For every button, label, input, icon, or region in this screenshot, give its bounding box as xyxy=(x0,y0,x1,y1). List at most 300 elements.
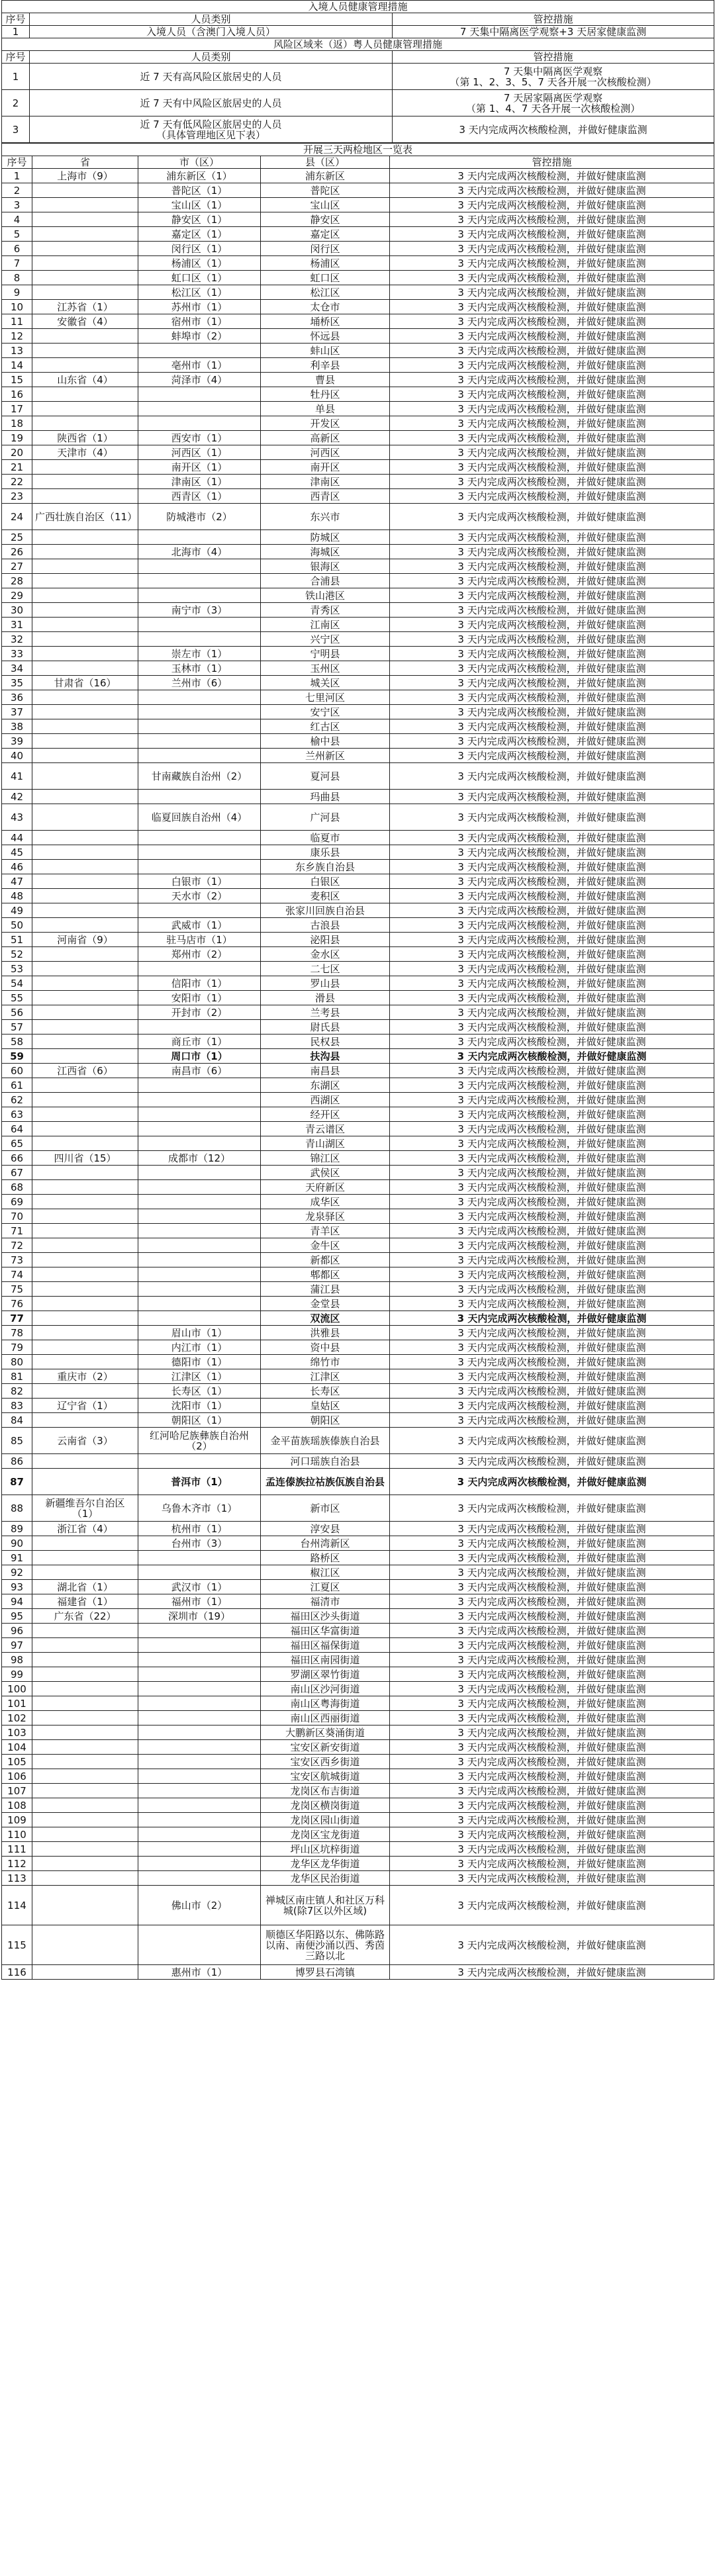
cell-city xyxy=(138,1282,261,1297)
cell-city xyxy=(138,860,261,874)
cell-seq: 84 xyxy=(2,1413,32,1428)
cell-measure: 3 天内完成两次核酸检测，并做好健康监测 xyxy=(390,1667,714,1682)
cell-county: 安宁区 xyxy=(261,705,390,719)
cell-county: 金堂县 xyxy=(261,1297,390,1311)
cell-province: 江西省（6） xyxy=(32,1064,138,1078)
cell-seq: 111 xyxy=(2,1842,32,1857)
table-row xyxy=(2,1005,714,1020)
cell-seq: 12 xyxy=(2,329,32,344)
cell-province xyxy=(32,976,138,991)
cell-measure: 3 天内完成两次核酸检测，并做好健康监测 xyxy=(390,1195,714,1209)
table-row xyxy=(2,918,714,933)
cell-county: 太仓市 xyxy=(261,300,390,314)
cell-province: 新疆维吾尔自治区（1） xyxy=(32,1495,138,1522)
cell-seq: 46 xyxy=(2,860,32,874)
table-row xyxy=(2,1798,714,1813)
cell-measure: 3 天内完成两次核酸检测，并做好健康监测 xyxy=(390,676,714,690)
cell-measure: 3 天内完成两次核酸检测，并做好健康监测 xyxy=(390,1857,714,1871)
cell-seq: 59 xyxy=(2,1049,32,1064)
cell-seq: 116 xyxy=(2,1965,32,1980)
cell-measure: 3 天内完成两次核酸检测，并做好健康监测 xyxy=(390,903,714,918)
cell-county: 榆中县 xyxy=(261,734,390,749)
cell-province: 上海市（9） xyxy=(32,169,138,183)
cell-province xyxy=(32,1653,138,1667)
cell-province xyxy=(32,489,138,504)
cell-city xyxy=(138,1551,261,1565)
table-row xyxy=(2,947,714,962)
table-row xyxy=(2,460,714,475)
cell-seq: 34 xyxy=(2,661,32,676)
cell-seq: 35 xyxy=(2,676,32,690)
cell-measure: 3 天内完成两次核酸检测，并做好健康监测 xyxy=(390,1638,714,1653)
cell-city: 亳州市（1） xyxy=(138,358,261,373)
cell-city xyxy=(138,559,261,574)
table-row xyxy=(2,1238,714,1253)
cell-seq: 72 xyxy=(2,1238,32,1253)
county-section-title: 开展三天两检地区一览表 xyxy=(2,144,714,156)
cell-measure: 3 天内完成两次核酸检测，并做好健康监测 xyxy=(390,1107,714,1122)
table-row xyxy=(2,1035,714,1049)
cell-county: 临夏市 xyxy=(261,831,390,845)
cell-county: 兴宁区 xyxy=(261,632,390,647)
cell-province xyxy=(32,198,138,212)
cell-city: 津南区（1） xyxy=(138,475,261,489)
cell-city xyxy=(138,1297,261,1311)
cell-province xyxy=(32,1871,138,1886)
cell-county: 麦积区 xyxy=(261,889,390,903)
cell-province xyxy=(32,1740,138,1755)
table-row xyxy=(2,1624,714,1638)
cell-county: 南昌县 xyxy=(261,1064,390,1078)
cell-seq: 83 xyxy=(2,1399,32,1413)
table-row xyxy=(2,1267,714,1282)
table-row xyxy=(2,314,714,329)
cell-county: 滑县 xyxy=(261,991,390,1005)
cell-county: 龙华区龙华街道 xyxy=(261,1857,390,1871)
cell-city xyxy=(138,790,261,804)
cell-province xyxy=(32,545,138,559)
cell-city: 兰州市（6） xyxy=(138,676,261,690)
cell-seq: 20 xyxy=(2,445,32,460)
cell-county: 宝安区西乡街道 xyxy=(261,1755,390,1769)
cell-county: 江夏区 xyxy=(261,1580,390,1594)
table-row xyxy=(2,632,714,647)
cell-measure: 3 天内完成两次核酸检测，并做好健康监测 xyxy=(390,1282,714,1297)
table-row xyxy=(2,690,714,705)
cell-measure: 3 天内完成两次核酸检测，并做好健康监测 xyxy=(390,790,714,804)
cell-county: 台州湾新区 xyxy=(261,1536,390,1551)
cell-measure: 3 天内完成两次核酸检测，并做好健康监测 xyxy=(390,1253,714,1267)
cell-province: 河南省（9） xyxy=(32,933,138,947)
cell-county: 铁山港区 xyxy=(261,588,390,603)
cell-province xyxy=(32,402,138,416)
cell-province: 广东省（22） xyxy=(32,1609,138,1624)
cell-county: 七里河区 xyxy=(261,690,390,705)
cell-measure: 3 天内完成两次核酸检测，并做好健康监测 xyxy=(390,227,714,242)
cell-county: 福田区福保街道 xyxy=(261,1638,390,1653)
table-row xyxy=(2,1925,714,1965)
cell-measure: 3 天内完成两次核酸检测，并做好健康监测 xyxy=(390,1078,714,1093)
cell-city: 杨浦区（1） xyxy=(138,256,261,271)
cell-province: 重庆市（2） xyxy=(32,1369,138,1384)
cell-measure: 3 天内完成两次核酸检测，并做好健康监测 xyxy=(390,1798,714,1813)
cell-measure: 3 天内完成两次核酸检测，并做好健康监测 xyxy=(390,1696,714,1711)
cell-province xyxy=(32,1253,138,1267)
cell-province xyxy=(32,1624,138,1638)
cell-province xyxy=(32,1136,138,1151)
cell-province: 辽宁省（1） xyxy=(32,1399,138,1413)
cell-city xyxy=(138,845,261,860)
cell-city: 普洱市（1） xyxy=(138,1469,261,1495)
risk-category: 近 7 天有中风险区旅居史的人员 xyxy=(30,90,393,116)
cell-measure: 3 天内完成两次核酸检测，并做好健康监测 xyxy=(390,962,714,976)
cell-city: 闵行区（1） xyxy=(138,242,261,256)
cell-province xyxy=(32,1355,138,1369)
cell-county: 泌阳县 xyxy=(261,933,390,947)
cell-measure: 3 天内完成两次核酸检测，并做好健康监测 xyxy=(390,1384,714,1399)
cell-seq: 73 xyxy=(2,1253,32,1267)
cell-seq: 87 xyxy=(2,1469,32,1495)
table-row xyxy=(2,1769,714,1784)
table-row xyxy=(2,889,714,903)
cell-seq: 8 xyxy=(2,271,32,285)
cell-city xyxy=(138,1653,261,1667)
cell-city: 安阳市（1） xyxy=(138,991,261,1005)
cell-measure: 3 天内完成两次核酸检测，并做好健康监测 xyxy=(390,559,714,574)
cell-measure: 3 天内完成两次核酸检测，并做好健康监测 xyxy=(390,416,714,431)
cell-county: 成华区 xyxy=(261,1195,390,1209)
cell-city: 周口市（1） xyxy=(138,1049,261,1064)
cell-city xyxy=(138,705,261,719)
table-row xyxy=(2,1049,714,1064)
cell-measure: 3 天内完成两次核酸检测，并做好健康监测 xyxy=(390,256,714,271)
table-row xyxy=(2,933,714,947)
cell-measure: 3 天内完成两次核酸检测，并做好健康监测 xyxy=(390,1180,714,1195)
cell-seq: 32 xyxy=(2,632,32,647)
cell-city: 成都市（12） xyxy=(138,1151,261,1166)
cell-county: 兰州新区 xyxy=(261,749,390,763)
header-seq: 序号 xyxy=(2,13,30,26)
cell-province xyxy=(32,1180,138,1195)
cell-seq: 45 xyxy=(2,845,32,860)
header-category: 人员类别 xyxy=(30,13,393,26)
table-row xyxy=(2,661,714,676)
cell-county: 埇桥区 xyxy=(261,314,390,329)
cell-seq: 70 xyxy=(2,1209,32,1224)
cell-county: 蚌山区 xyxy=(261,344,390,358)
table-row xyxy=(2,1711,714,1725)
cell-seq: 54 xyxy=(2,976,32,991)
cell-seq: 88 xyxy=(2,1495,32,1522)
cell-seq: 16 xyxy=(2,387,32,402)
cell-seq: 64 xyxy=(2,1122,32,1136)
cell-measure: 3 天内完成两次核酸检测，并做好健康监测 xyxy=(390,183,714,198)
cell-city xyxy=(138,1696,261,1711)
risk-category xyxy=(30,116,393,143)
cell-city xyxy=(138,1107,261,1122)
table-row xyxy=(2,1594,714,1609)
cell-county: 单县 xyxy=(261,402,390,416)
cell-province xyxy=(32,475,138,489)
cell-seq: 9 xyxy=(2,285,32,300)
cell-county: 南山区粤海街道 xyxy=(261,1696,390,1711)
cell-province: 四川省（15） xyxy=(32,1151,138,1166)
cell-city: 佛山市（2） xyxy=(138,1886,261,1925)
cell-city: 宿州市（1） xyxy=(138,314,261,329)
cell-seq: 114 xyxy=(2,1886,32,1925)
cell-county: 牡丹区 xyxy=(261,387,390,402)
cell-county: 尉氏县 xyxy=(261,1020,390,1035)
cell-city xyxy=(138,1136,261,1151)
cell-seq: 22 xyxy=(2,475,32,489)
cell-province xyxy=(32,329,138,344)
cell-seq: 2 xyxy=(2,183,32,198)
cell-province xyxy=(32,690,138,705)
cell-city xyxy=(138,690,261,705)
cell-county: 玛曲县 xyxy=(261,790,390,804)
county-table xyxy=(1,143,714,1980)
cell-province xyxy=(32,1326,138,1340)
cell-county: 张家川回族自治县 xyxy=(261,903,390,918)
cell-city xyxy=(138,1725,261,1740)
cell-seq: 56 xyxy=(2,1005,32,1020)
cell-province xyxy=(32,831,138,845)
cell-county: 长寿区 xyxy=(261,1384,390,1399)
cell-measure: 3 天内完成两次核酸检测，并做好健康监测 xyxy=(390,1267,714,1282)
cell-province xyxy=(32,1005,138,1020)
cell-county: 金水区 xyxy=(261,947,390,962)
cell-seq: 5 xyxy=(2,227,32,242)
cell-county: 合浦县 xyxy=(261,574,390,588)
cell-seq: 105 xyxy=(2,1755,32,1769)
cell-city xyxy=(138,1020,261,1035)
table-row xyxy=(2,1454,714,1469)
table-row xyxy=(2,1842,714,1857)
table-row xyxy=(2,1282,714,1297)
cell-province xyxy=(32,647,138,661)
cell-city: 天水市（2） xyxy=(138,889,261,903)
cell-measure: 3 天内完成两次核酸检测，并做好健康监测 xyxy=(390,1784,714,1798)
cell-county: 福田区沙头街道 xyxy=(261,1609,390,1624)
table-row xyxy=(2,1580,714,1594)
cell-province xyxy=(32,618,138,632)
cell-city: 武威市（1） xyxy=(138,918,261,933)
cell-province xyxy=(32,1667,138,1682)
cell-seq: 67 xyxy=(2,1166,32,1180)
cell-province xyxy=(32,860,138,874)
table-row xyxy=(2,416,714,431)
risk-seq: 3 xyxy=(2,116,30,143)
cell-province xyxy=(32,1035,138,1049)
table-row xyxy=(2,874,714,889)
cell-city: 甘南藏族自治州（2） xyxy=(138,763,261,790)
cell-measure: 3 天内完成两次核酸检测，并做好健康监测 xyxy=(390,874,714,889)
cell-county: 普陀区 xyxy=(261,183,390,198)
cell-province: 浙江省（4） xyxy=(32,1522,138,1536)
cell-seq: 3 xyxy=(2,198,32,212)
cell-province xyxy=(32,719,138,734)
header-measure: 管控措施 xyxy=(393,51,714,64)
cell-province xyxy=(32,889,138,903)
cell-province xyxy=(32,1755,138,1769)
cell-measure: 3 天内完成两次核酸检测，并做好健康监测 xyxy=(390,1522,714,1536)
table-row xyxy=(2,1020,714,1035)
cell-seq: 80 xyxy=(2,1355,32,1369)
cell-province xyxy=(32,1842,138,1857)
cell-province xyxy=(32,559,138,574)
cell-city: 商丘市（1） xyxy=(138,1035,261,1049)
cell-measure: 3 天内完成两次核酸检测，并做好健康监测 xyxy=(390,1311,714,1326)
cell-county: 新都区 xyxy=(261,1253,390,1267)
cell-county: 龙岗区横岗街道 xyxy=(261,1798,390,1813)
table-row xyxy=(2,1784,714,1798)
cell-province xyxy=(32,1725,138,1740)
cell-seq: 95 xyxy=(2,1609,32,1624)
cell-province xyxy=(32,1469,138,1495)
cell-province xyxy=(32,530,138,545)
cell-city xyxy=(138,1667,261,1682)
cell-seq: 77 xyxy=(2,1311,32,1326)
cell-province xyxy=(32,790,138,804)
cell-province xyxy=(32,1093,138,1107)
cell-city xyxy=(138,1078,261,1093)
cell-county: 龙华区民治街道 xyxy=(261,1871,390,1886)
cell-city xyxy=(138,344,261,358)
cell-province xyxy=(32,918,138,933)
cell-seq: 109 xyxy=(2,1813,32,1827)
table-row xyxy=(2,1399,714,1413)
cell-province xyxy=(32,1195,138,1209)
table-row xyxy=(2,1653,714,1667)
table-row xyxy=(2,1667,714,1682)
cell-measure: 3 天内完成两次核酸检测，并做好健康监测 xyxy=(390,719,714,734)
cell-measure: 3 天内完成两次核酸检测，并做好健康监测 xyxy=(390,1827,714,1842)
cell-county: 康乐县 xyxy=(261,845,390,860)
header-county: 县（区） xyxy=(261,156,390,169)
cell-province xyxy=(32,256,138,271)
cell-county: 高新区 xyxy=(261,431,390,445)
cell-county: 河西区 xyxy=(261,445,390,460)
cell-county: 曹县 xyxy=(261,373,390,387)
cell-seq: 13 xyxy=(2,344,32,358)
cell-city: 白银市（1） xyxy=(138,874,261,889)
cell-province xyxy=(32,1769,138,1784)
cell-measure: 3 天内完成两次核酸检测，并做好健康监测 xyxy=(390,1428,714,1454)
table-row xyxy=(2,705,714,719)
cell-province xyxy=(32,1813,138,1827)
table-row xyxy=(2,1871,714,1886)
cell-province: 云南省（3） xyxy=(32,1428,138,1454)
cell-measure: 3 天内完成两次核酸检测，并做好健康监测 xyxy=(390,889,714,903)
header-category: 人员类别 xyxy=(30,51,393,64)
cell-measure: 3 天内完成两次核酸检测，并做好健康监测 xyxy=(390,1020,714,1035)
cell-measure: 3 天内完成两次核酸检测，并做好健康监测 xyxy=(390,1469,714,1495)
cell-county: 南开区 xyxy=(261,460,390,475)
table-row xyxy=(2,1638,714,1653)
cell-county: 淳安县 xyxy=(261,1522,390,1536)
cell-city xyxy=(138,1740,261,1755)
cell-province xyxy=(32,763,138,790)
cell-seq: 52 xyxy=(2,947,32,962)
cell-county: 津南区 xyxy=(261,475,390,489)
cell-city: 福州市（1） xyxy=(138,1594,261,1609)
cell-measure: 3 天内完成两次核酸检测，并做好健康监测 xyxy=(390,1454,714,1469)
cell-county: 西青区 xyxy=(261,489,390,504)
cell-city xyxy=(138,1871,261,1886)
cell-seq: 91 xyxy=(2,1551,32,1565)
cell-county: 龙岗区宝龙街道 xyxy=(261,1827,390,1842)
cell-province xyxy=(32,661,138,676)
cell-seq: 44 xyxy=(2,831,32,845)
table-row xyxy=(2,504,714,530)
table-row xyxy=(2,991,714,1005)
cell-county: 金平苗族瑶族傣族自治县 xyxy=(261,1428,390,1454)
cell-county: 闵行区 xyxy=(261,242,390,256)
entry-section-title: 入境人员健康管理措施 xyxy=(2,1,714,13)
cell-city: 普陀区（1） xyxy=(138,183,261,198)
cell-county: 锦江区 xyxy=(261,1151,390,1166)
cell-measure: 3 天内完成两次核酸检测，并做好健康监测 xyxy=(390,212,714,227)
table-row xyxy=(2,344,714,358)
cell-measure: 3 天内完成两次核酸检测，并做好健康监测 xyxy=(390,358,714,373)
cell-city: 沈阳市（1） xyxy=(138,1399,261,1413)
cell-city: 虹口区（1） xyxy=(138,271,261,285)
cell-city xyxy=(138,1180,261,1195)
table-row xyxy=(2,1093,714,1107)
cell-county: 龙岗区布吉街道 xyxy=(261,1784,390,1798)
cell-county: 朝阳区 xyxy=(261,1413,390,1428)
risk-category-line: （具体管理地区见下表） xyxy=(156,128,265,141)
cell-county: 青羊区 xyxy=(261,1224,390,1238)
cell-city: 玉林市（1） xyxy=(138,661,261,676)
cell-measure: 3 天内完成两次核酸检测，并做好健康监测 xyxy=(390,1136,714,1151)
cell-province xyxy=(32,1454,138,1469)
cell-county: 顺德区华阳路以东、佛陈路以南、南便沙涌以西、秀茵三路以北 xyxy=(261,1925,390,1965)
cell-city: 眉山市（1） xyxy=(138,1326,261,1340)
table-row xyxy=(2,647,714,661)
cell-province xyxy=(32,344,138,358)
cell-province xyxy=(32,1078,138,1093)
cell-province xyxy=(32,804,138,831)
cell-seq: 28 xyxy=(2,574,32,588)
cell-province: 陕西省（1） xyxy=(32,431,138,445)
cell-measure: 3 天内完成两次核酸检测，并做好健康监测 xyxy=(390,242,714,256)
header-seq: 序号 xyxy=(2,51,30,64)
risk-measure xyxy=(393,64,714,90)
cell-measure: 3 天内完成两次核酸检测，并做好健康监测 xyxy=(390,763,714,790)
table-row xyxy=(2,719,714,734)
cell-county: 利辛县 xyxy=(261,358,390,373)
cell-county: 龙岗区园山街道 xyxy=(261,1813,390,1827)
cell-seq: 14 xyxy=(2,358,32,373)
header-seq: 序号 xyxy=(2,156,32,169)
cell-city xyxy=(138,1798,261,1813)
cell-county: 蒲江县 xyxy=(261,1282,390,1297)
cell-measure: 3 天内完成两次核酸检测，并做好健康监测 xyxy=(390,1297,714,1311)
cell-seq: 29 xyxy=(2,588,32,603)
cell-seq: 7 xyxy=(2,256,32,271)
cell-city xyxy=(138,1093,261,1107)
header-province: 省 xyxy=(32,156,138,169)
cell-city xyxy=(138,632,261,647)
cell-seq: 55 xyxy=(2,991,32,1005)
cell-measure: 3 天内完成两次核酸检测，并做好健康监测 xyxy=(390,545,714,559)
table-row xyxy=(2,1166,714,1180)
cell-province xyxy=(32,1311,138,1326)
cell-measure: 3 天内完成两次核酸检测，并做好健康监测 xyxy=(390,198,714,212)
cell-seq: 30 xyxy=(2,603,32,618)
cell-county: 怀远县 xyxy=(261,329,390,344)
